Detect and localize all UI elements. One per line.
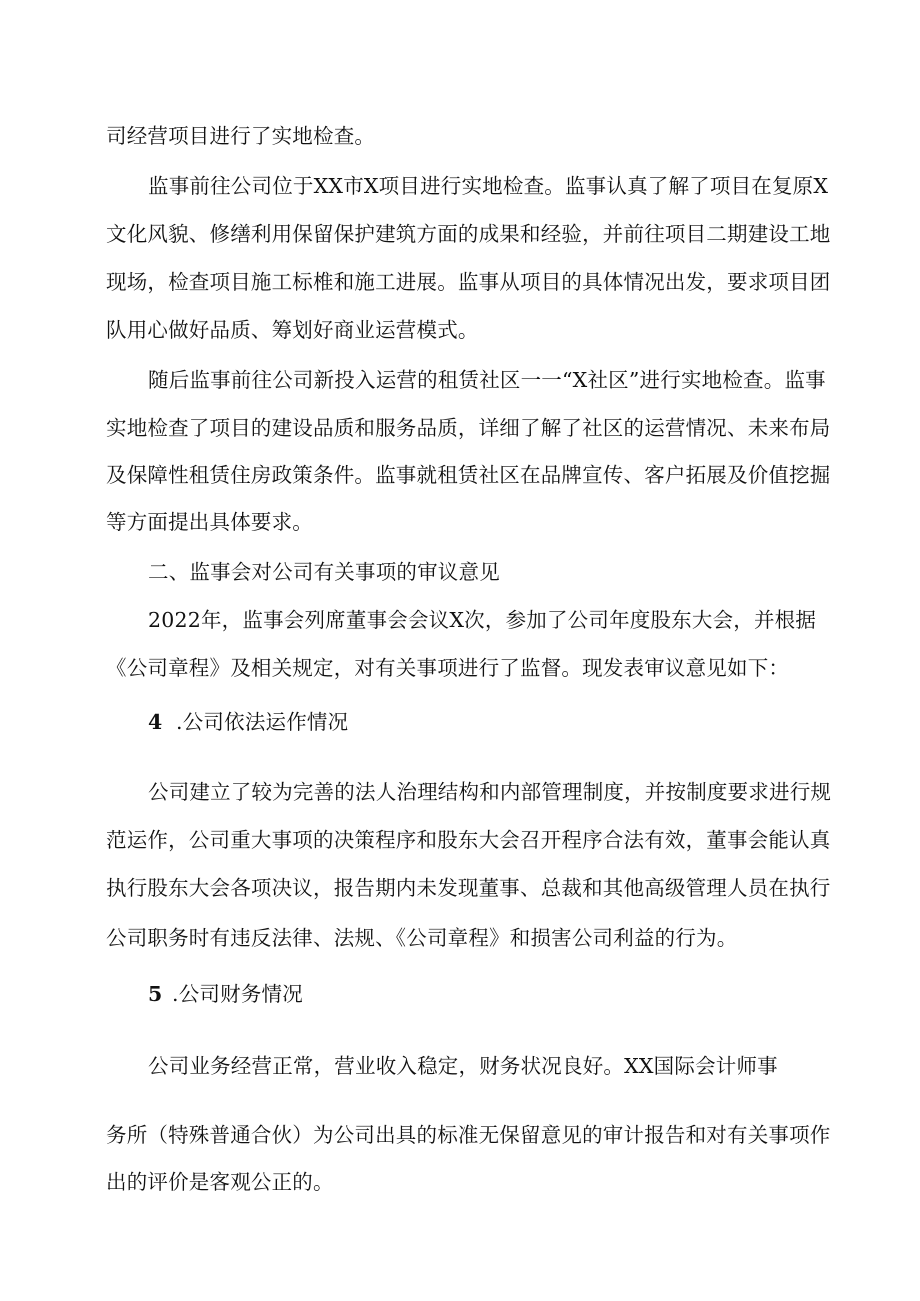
text-line-content: 公司建立了较为完善的法人治理结构和内部管理制度，并按制度要求进行规	[148, 780, 832, 804]
text-line-content: 出的评价是客观公正的。	[106, 1170, 334, 1194]
text-line	[0, 114, 920, 158]
text-line	[0, 770, 920, 814]
text-line-content: 文化风貌、修缮利用保留保护建筑方面的成果和经验，并前往项目二期建设工地	[106, 222, 831, 246]
section-heading	[0, 550, 920, 594]
subheading-number: 4	[148, 710, 163, 734]
text-line	[0, 308, 920, 352]
subheading-text: .公司依法运作情况	[176, 710, 349, 734]
text-line	[0, 866, 920, 910]
text-line-content: 及保障性租赁住房政策条件。监事就租赁社区在品牌宣传、客户拓展及价值挖掘	[106, 463, 831, 487]
text-line-content: 公司职务时有违反法律、法规、《公司章程》和损害公司利益的行为。	[106, 926, 738, 950]
text-line-content: 范运作，公司重大事项的决策程序和股东大会召开程序合法有效，董事会能认真	[106, 828, 831, 852]
text-line-content: 现场，检查项目施工标椎和施工进展。监事从项目的具体情况出发，要求项目团	[106, 270, 831, 294]
text-line-content: 等方面提出具体要求。	[106, 510, 313, 534]
text-line-content: 2022年，监事会列席董事会会议X次，参加了公司年度股东大会，并根据	[148, 608, 817, 632]
text-line	[0, 598, 920, 642]
text-line-content: 监事前往公司位于XX市X项目进行实地检查。监事认真了解了项目在复原X	[148, 174, 829, 198]
text-line-content: 《公司章程》及相关规定，对有关事项进行了监督。现发表审议意见如下：	[106, 656, 790, 680]
text-line	[0, 916, 920, 960]
text-line	[0, 1160, 920, 1204]
subheading-number: 5	[148, 982, 163, 1006]
text-line	[0, 1044, 920, 1088]
text-line-content: 务所（特殊普通合伙）为公司出具的标准无保留意见的审计报告和对有关事项作	[106, 1123, 831, 1147]
text-line-content: 执行股东大会各项决议，报告期内未发现董事、总裁和其他高级管理人员在执行	[106, 876, 831, 900]
text-line	[0, 453, 920, 497]
text-line	[0, 260, 920, 304]
text-line	[0, 358, 920, 402]
text-line	[0, 406, 920, 450]
text-line-content: 公司业务经营正常，营业收入稳定，财务状况良好。XX国际会计师事	[148, 1054, 778, 1078]
subheading-2	[0, 972, 920, 1016]
text-line	[0, 164, 920, 208]
text-line	[0, 1113, 920, 1157]
subheading-1	[0, 700, 920, 744]
text-line-content: 随后监事前往公司新投入运营的租赁社区一一“X社区”进行实地检查。监事	[148, 368, 826, 392]
text-line-content: 实地检查了项目的建设品质和服务品质，详细了解了社区的运营情况、未来布局	[106, 416, 831, 440]
text-line	[0, 212, 920, 256]
text-line	[0, 646, 920, 690]
text-line-content: 队用心做好品质、筹划好商业运营模式。	[106, 318, 479, 342]
text-line	[0, 500, 920, 544]
subheading-text: .公司财务情况	[172, 982, 303, 1006]
text-line-content: 司经营项目进行了实地检查。	[106, 124, 376, 148]
section-heading-text: 二、监事会对公司有关事项的审议意见	[148, 560, 500, 584]
text-line	[0, 818, 920, 862]
